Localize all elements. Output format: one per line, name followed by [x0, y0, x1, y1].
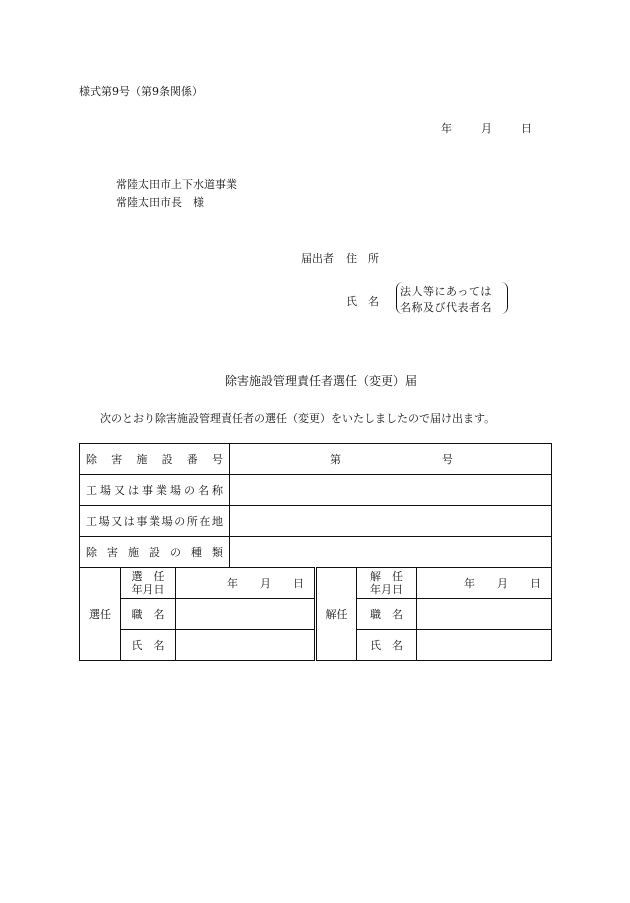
dismissal-job-field[interactable] — [417, 599, 552, 630]
table-row-facility-type — [80, 537, 552, 568]
table-row-dates — [80, 568, 552, 599]
factory-name-label: 工場又は事業場の名称 — [80, 475, 230, 506]
appointment-date-field[interactable]: 年 月 日 — [176, 568, 316, 599]
form-number: 様式第9号（第9条関係） — [79, 85, 203, 98]
appointment-date-label-1: 選 任 — [131, 570, 165, 583]
facility-number-field[interactable] — [230, 444, 552, 475]
date-month: 月 — [481, 122, 492, 135]
notifier-label: 届出者 — [301, 252, 334, 265]
dismissal-date-label-1: 解 任 — [370, 570, 404, 583]
notification-table — [79, 443, 552, 661]
date-day: 日 — [521, 122, 532, 135]
table-row-factory-address — [80, 506, 552, 537]
facility-number-label: 除害施設番号 — [80, 444, 230, 475]
table-row-facility-number — [80, 444, 552, 475]
factory-address-label: 工場又は事業場の所在地 — [80, 506, 230, 537]
dismissal-name-label: 氏 名 — [357, 630, 417, 661]
corporation-note-bracket — [396, 282, 508, 314]
dismissal-job-label: 職 名 — [357, 599, 417, 630]
facility-type-field[interactable] — [230, 537, 552, 568]
intro-text: 次のとおり除害施設管理責任者の選任（変更）をいたしましたので届け出ます。 — [100, 412, 496, 425]
dismissal-label: 解任 — [316, 568, 357, 661]
table-row-person-name — [80, 630, 552, 661]
appointment-date-label — [121, 568, 176, 599]
addressee-line1: 常陸太田市上下水道事業 — [116, 178, 237, 191]
facility-type-label: 除害施設の種類 — [80, 537, 230, 568]
table-row-job-title — [80, 599, 552, 630]
dismissal-name-field[interactable] — [417, 630, 552, 661]
appointment-name-label: 氏 名 — [121, 630, 176, 661]
table-row-factory-name — [80, 475, 552, 506]
factory-name-field[interactable] — [230, 475, 552, 506]
dismissal-date-field[interactable]: 年 月 日 — [417, 568, 552, 599]
document-title: 除害施設管理責任者選任（変更）届 — [225, 374, 418, 388]
appointment-date-label-2: 年月日 — [131, 583, 165, 596]
date-line — [441, 120, 532, 136]
appointment-label: 選任 — [80, 568, 121, 661]
dismissal-date-label — [357, 568, 417, 599]
dismissal-date-label-2: 年月日 — [370, 583, 404, 596]
appointment-name-field[interactable] — [176, 630, 316, 661]
address-label: 住 所 — [346, 252, 379, 265]
date-year: 年 — [441, 122, 452, 135]
facility-number-suffix: 号 — [442, 453, 454, 466]
facility-number-prefix: 第 — [330, 453, 342, 466]
name-label: 氏 名 — [346, 295, 379, 308]
addressee-line2: 常陸太田市長 様 — [116, 196, 204, 209]
appointment-job-label: 職 名 — [121, 599, 176, 630]
corporation-note-line1: 法人等にあっては — [400, 285, 492, 298]
factory-address-field[interactable] — [230, 506, 552, 537]
corporation-note-line2: 名称及び代表者名 — [400, 301, 492, 314]
appointment-job-field[interactable] — [176, 599, 316, 630]
